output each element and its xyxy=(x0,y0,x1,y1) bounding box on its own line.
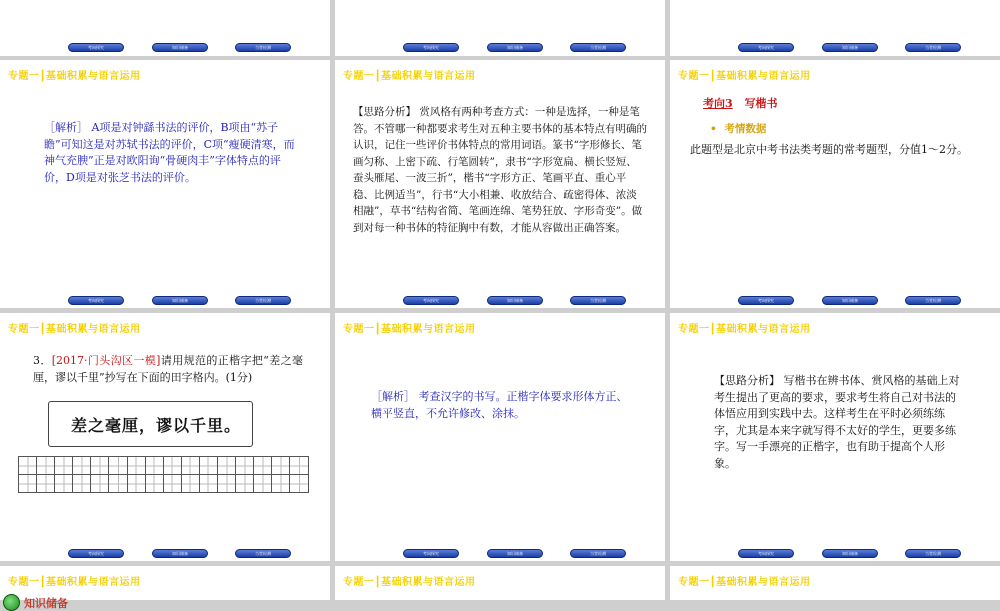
scroll-text: 差之毫厘，谬以千里。 xyxy=(71,416,242,435)
slide-row0-col1 xyxy=(0,0,330,56)
grid-cell[interactable] xyxy=(145,475,163,493)
grid-cell[interactable] xyxy=(145,457,163,475)
nav-knowledge-button[interactable]: 知识储备 xyxy=(822,549,878,558)
nav-prev-button[interactable]: 考向探究 xyxy=(68,549,124,558)
nav-practice-button[interactable]: 当堂检测 xyxy=(235,549,291,558)
slide-nav xyxy=(670,549,1000,559)
question-text xyxy=(33,353,303,386)
bullet-row xyxy=(710,121,766,136)
topic-label: 考向3 xyxy=(703,97,733,110)
slide-nav xyxy=(335,43,665,53)
knowledge-bullet-icon xyxy=(3,594,20,611)
nav-prev-button[interactable]: 考向探究 xyxy=(68,296,124,305)
nav-prev-button[interactable]: 考向探究 xyxy=(738,549,794,558)
grid-row xyxy=(19,475,309,493)
slide-topic-3[interactable] xyxy=(670,60,1000,308)
grid-cell[interactable] xyxy=(163,475,181,493)
slide-nav xyxy=(670,296,1000,306)
grid-cell[interactable] xyxy=(199,475,217,493)
nav-practice-button[interactable]: 当堂检测 xyxy=(905,43,961,52)
slide-row3-col2[interactable] xyxy=(335,566,665,600)
nav-knowledge-button[interactable]: 知识储备 xyxy=(487,549,543,558)
slide-header: 专题一┃基础积累与语言运用 xyxy=(8,71,141,82)
slide-row3-col3[interactable] xyxy=(670,566,1000,600)
slide-header: 专题一┃基础积累与语言运用 xyxy=(678,324,811,335)
grid-cell[interactable] xyxy=(254,457,272,475)
nav-knowledge-button[interactable]: 知识储备 xyxy=(487,43,543,52)
slide-nav xyxy=(335,549,665,559)
nav-prev-button[interactable]: 考向探究 xyxy=(403,549,459,558)
slide-row3-col1[interactable] xyxy=(0,566,330,610)
grid-cell[interactable] xyxy=(272,457,290,475)
question-source: [2017·门头沟区一模] xyxy=(51,354,161,367)
grid-cell[interactable] xyxy=(181,475,199,493)
tianzige-grid[interactable] xyxy=(18,456,309,493)
topic-title: 写楷书 xyxy=(744,97,778,110)
nav-prev-button[interactable]: 考向探究 xyxy=(68,43,124,52)
grid-cell[interactable] xyxy=(55,457,73,475)
topic-heading xyxy=(703,95,778,111)
slide-nav xyxy=(0,43,330,53)
grid-cell[interactable] xyxy=(19,457,37,475)
slide-row0-col3 xyxy=(670,0,1000,56)
slide-writing-question[interactable] xyxy=(0,313,330,561)
nav-practice-button[interactable]: 当堂检测 xyxy=(905,549,961,558)
knowledge-label: 知识储备 xyxy=(24,597,68,610)
nav-prev-button[interactable]: 考向探究 xyxy=(403,296,459,305)
bullet-icon: • xyxy=(710,123,717,135)
grid-cell[interactable] xyxy=(55,475,73,493)
slide-style-analysis[interactable] xyxy=(335,60,665,308)
nav-practice-button[interactable]: 当堂检测 xyxy=(570,43,626,52)
slide-writing-thinking[interactable] xyxy=(670,313,1000,561)
nav-knowledge-button[interactable]: 知识储备 xyxy=(152,296,208,305)
grid-cell[interactable] xyxy=(163,457,181,475)
bullet-label: 考情数据 xyxy=(724,123,767,135)
scroll-banner xyxy=(48,401,253,447)
grid-cell[interactable] xyxy=(127,475,145,493)
topic-description: 此题型是北京中考书法类考题的常考题型，分值1～2分。 xyxy=(690,143,968,156)
grid-cell[interactable] xyxy=(19,475,37,493)
nav-prev-button[interactable]: 考向探究 xyxy=(403,43,459,52)
analysis-text: ［解析］ 考查汉字的书写。正楷字体要求形体方正、横平竖直，不允许修改、涂抹。 xyxy=(371,390,628,420)
nav-practice-button[interactable]: 当堂检测 xyxy=(235,296,291,305)
nav-practice-button[interactable]: 当堂检测 xyxy=(235,43,291,52)
slide-header: 专题一┃基础积累与语言运用 xyxy=(678,577,811,588)
slide-nav xyxy=(0,549,330,559)
nav-knowledge-button[interactable]: 知识储备 xyxy=(487,296,543,305)
nav-practice-button[interactable]: 当堂检测 xyxy=(570,549,626,558)
slide-analysis-calligraphy[interactable] xyxy=(0,60,330,308)
grid-row xyxy=(19,457,309,475)
grid-cell[interactable] xyxy=(91,475,109,493)
nav-practice-button[interactable]: 当堂检测 xyxy=(570,296,626,305)
grid-cell[interactable] xyxy=(37,457,55,475)
slide-header: 专题一┃基础积累与语言运用 xyxy=(343,324,476,335)
slide-row0-col2 xyxy=(335,0,665,56)
slide-header: 专题一┃基础积累与语言运用 xyxy=(678,71,811,82)
slide-header: 专题一┃基础积累与语言运用 xyxy=(343,577,476,588)
nav-practice-button[interactable]: 当堂检测 xyxy=(905,296,961,305)
slide-header: 专题一┃基础积累与语言运用 xyxy=(8,577,141,588)
grid-cell[interactable] xyxy=(218,475,236,493)
nav-knowledge-button[interactable]: 知识储备 xyxy=(152,43,208,52)
slide-header: 专题一┃基础积累与语言运用 xyxy=(8,324,141,335)
grid-cell[interactable] xyxy=(290,475,308,493)
grid-cell[interactable] xyxy=(272,475,290,493)
nav-knowledge-button[interactable]: 知识储备 xyxy=(822,296,878,305)
grid-cell[interactable] xyxy=(73,457,91,475)
grid-cell[interactable] xyxy=(236,457,254,475)
slide-header: 专题一┃基础积累与语言运用 xyxy=(343,71,476,82)
nav-knowledge-button[interactable]: 知识储备 xyxy=(152,549,208,558)
grid-cell[interactable] xyxy=(91,457,109,475)
grid-cell[interactable] xyxy=(109,457,127,475)
grid-cell[interactable] xyxy=(236,475,254,493)
analysis-text: ［解析］ A项是对钟繇书法的评价，B项由“苏子瞻”可知这是对苏轼书法的评价，C项“瘦硬清寒，而神气充腴”正是对欧阳询“骨硬肉丰”字体特点的评价，D项是对张芝书法的评价。 xyxy=(44,121,295,184)
question-body: 请用规范的正楷字把“差之毫厘，谬以千里”抄写在下面的田字格内。(1分) xyxy=(33,354,304,384)
grid-cell[interactable] xyxy=(254,475,272,493)
analysis-text: 【思路分析】 写楷书在辨书体、赏风格的基础上对考生提出了更高的要求，要求考生将自己对书法的体悟应用到实践中去。这样考生在平时必须练练字，尤其是本来字就写得不太好的学生，更要多练字。写一手漂亮的正楷字，也有助于提高个人形象。 xyxy=(714,374,960,470)
grid-cell[interactable] xyxy=(218,457,236,475)
question-number: 3． xyxy=(33,354,52,367)
nav-knowledge-button[interactable]: 知识储备 xyxy=(822,43,878,52)
nav-prev-button[interactable]: 考向探究 xyxy=(738,296,794,305)
grid-cell[interactable] xyxy=(73,475,91,493)
slide-nav xyxy=(335,296,665,306)
grid-cell[interactable] xyxy=(109,475,127,493)
slide-writing-analysis[interactable] xyxy=(335,313,665,561)
nav-prev-button[interactable]: 考向探究 xyxy=(738,43,794,52)
analysis-text: 【思路分析】 赏风格有两种考查方式：一种是选择，一种是笔答。不管哪一种都要求考生对五种主要书体的基本特点有明确的认识，记住一些评价书体特点的常用词语。篆书“字形修长、笔画匀称、上密下疏、行笔圆转”，隶书“字形宽扁、横长竖短、蚕头雁尾、一波三折”，楷书“字形方正、笔画平直、重心平稳、比例适当”，行书“大小相兼、收放结合、疏密得体、浓淡相融”，草书“结构省简、笔画连绵、笔势狂放、字形奇变”。做到对每一种书体的特征胸中有数，才能从容做出正确答案。 xyxy=(353,106,647,234)
grid-cell[interactable] xyxy=(199,457,217,475)
grid-cell[interactable] xyxy=(127,457,145,475)
grid-cell[interactable] xyxy=(37,475,55,493)
grid-cell[interactable] xyxy=(290,457,308,475)
slide-nav xyxy=(0,296,330,306)
slide-nav xyxy=(670,43,1000,53)
grid-cell[interactable] xyxy=(181,457,199,475)
